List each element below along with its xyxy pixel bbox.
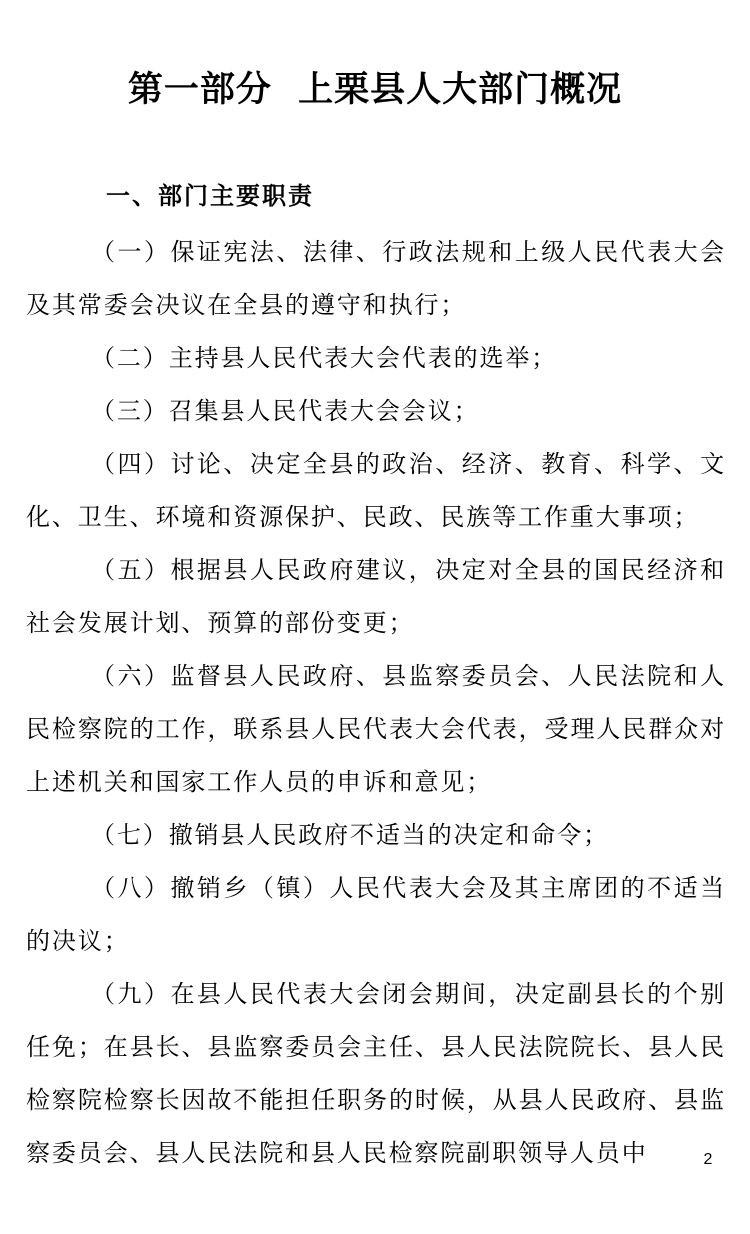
document-body	[26, 226, 726, 1180]
paragraph: （一）保证宪法、法律、行政法规和上级人民代表大会及其常委会决议在全县的遵守和执行；	[26, 238, 726, 319]
paragraph: （六）监督县人民政府、县监察委员会、人民法院和人民检察院的工作，联系县人民代表大会代表，受理人民群众对上述机关和国家工作人员的申诉和意见；	[26, 662, 726, 796]
paragraph: （八）撤销乡（镇）人民代表大会及其主席团的不适当的决议；	[26, 874, 726, 955]
page-title: 第一部分 上栗县人大部门概况	[127, 70, 623, 110]
paragraph: （七）撤销县人民政府不适当的决定和命令；	[91, 821, 609, 849]
section-heading: 一、部门主要职责	[106, 182, 314, 210]
paragraph: （二）主持县人民代表大会代表的选举；	[91, 344, 558, 372]
paragraph: （九）在县人民代表大会闭会期间，决定副县长的个别任免；在县长、县监察委员会主任、县人民法院院长、县人民检察院检察长因故不能担任职务的时候，从县人民政府、县监察委员会、县人民法院和县人民检察院副职领导人员中	[26, 980, 726, 1167]
page-number: 2	[703, 1151, 713, 1168]
paragraph: （三）召集县人民代表大会会议；	[91, 397, 480, 425]
paragraph: （五）根据县人民政府建议，决定对全县的国民经济和社会发展计划、预算的部份变更；	[26, 556, 726, 637]
paragraph: （四）讨论、决定全县的政治、经济、教育、科学、文化、卫生、环境和资源保护、民政、民族等工作重大事项；	[26, 450, 726, 531]
